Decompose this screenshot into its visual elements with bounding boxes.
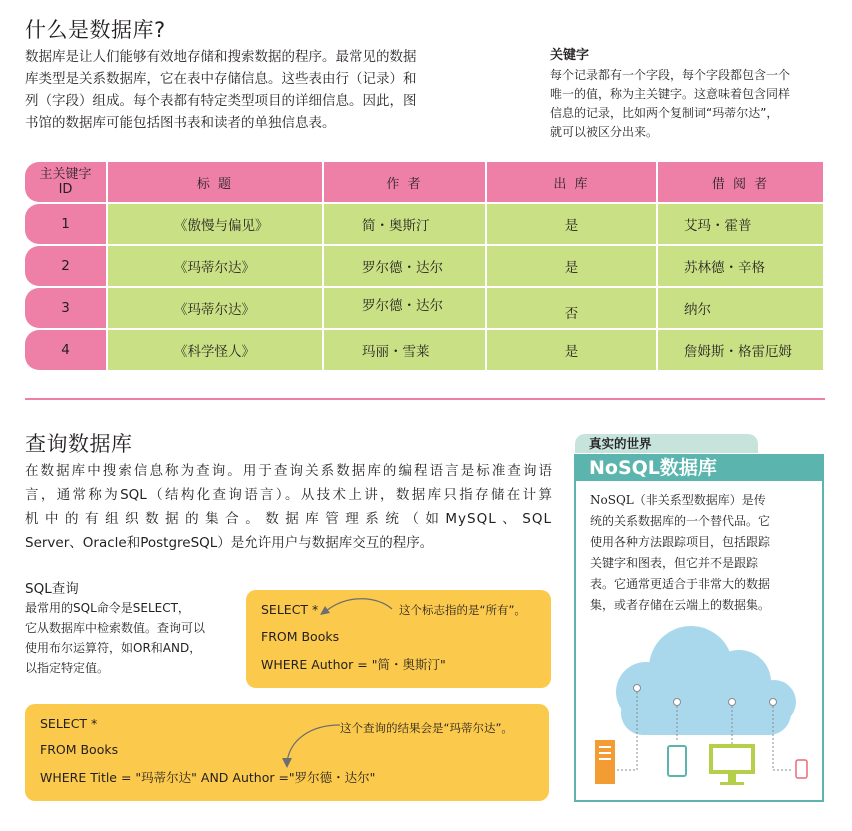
key-line: 就可以被区分出来。	[550, 125, 659, 139]
sql-line: 使用布尔运算符，如OR和AND，	[25, 641, 202, 655]
annotation-note: 这个查询的结果会是“玛蒂尔达”。	[340, 721, 513, 735]
cell-status: 否	[485, 288, 656, 328]
nosql-line: 集，或者存储在云端上的数据集。	[590, 598, 771, 612]
query-line: 机中的有组织数据的集合。数据库管理系统（如MySQL、SQL	[25, 511, 552, 527]
code-line: FROM Books	[40, 742, 119, 757]
cell-title: 《玛蒂尔达》	[106, 246, 322, 286]
nosql-line: NoSQL（非关系型数据库）是传	[590, 493, 766, 507]
key-line: 信息的记录，比如两个复制词“玛蒂尔达”，	[550, 106, 779, 120]
cell-borrower: 纳尔	[656, 288, 823, 328]
query-line: 在数据库中搜索信息称为查询。用于查询关系数据库的编程语言是标准查询语	[25, 463, 552, 479]
cell-title: 《玛蒂尔达》	[106, 288, 322, 328]
key-description	[550, 66, 830, 142]
code-line: SELECT *	[40, 716, 98, 731]
section-divider	[25, 398, 825, 400]
nosql-title: NoSQL数据库	[576, 456, 822, 481]
cell-title: 《傲慢与偏见》	[106, 204, 322, 244]
header-author: 作 者	[322, 162, 485, 202]
table-row	[25, 246, 823, 286]
cell-status: 是	[485, 204, 656, 244]
key-line: 每个记录都有一个字段，每个字段都包含一个	[550, 68, 791, 82]
cell-id: 2	[25, 246, 106, 286]
intro-line: 书馆的数据库可能包括图书表和读者的单独信息表。	[25, 115, 336, 131]
code-line: WHERE Author = "简・奥斯汀"	[261, 657, 446, 672]
cell-author: 罗尔德・达尔	[322, 246, 485, 286]
query-line: Server、Oracle和PostgreSQL）是允许用户与数据库交互的程序。	[25, 535, 434, 551]
tablet-icon	[668, 746, 686, 776]
intro-paragraph	[25, 46, 470, 134]
intro-line: 列（字段）组成。每个表都有特定类型项目的详细信息。因此，图	[25, 93, 417, 109]
table-row	[25, 288, 823, 328]
code-line: SELECT *	[261, 602, 319, 617]
cell-borrower: 苏林德・辛格	[656, 246, 823, 286]
cell-author: 玛丽・雪莱	[322, 330, 485, 370]
cloud-icon	[616, 626, 796, 735]
key-line: 唯一的值，称为主关键字。这意味着包含同样	[550, 87, 791, 101]
key-heading: 关键字	[550, 48, 590, 63]
nosql-description	[590, 490, 810, 616]
nosql-panel	[574, 454, 824, 802]
nosql-line: 使用各种方法跟踪项目，包括跟踪	[590, 535, 771, 549]
sql-example-box-1	[246, 590, 551, 688]
sql-heading: SQL查询	[25, 581, 79, 597]
cloud-illustration	[576, 620, 822, 800]
nosql-line: 表。它通常更适合于非常大的数据	[590, 577, 771, 591]
code-line: FROM Books	[261, 629, 340, 644]
intro-line: 库类型是关系数据库，它在表中存储信息。这些表由行（记录）和	[25, 71, 417, 87]
sql-example-box-2	[25, 704, 549, 801]
cell-id: 3	[25, 288, 106, 328]
header-borrower: 借 阅 者	[656, 162, 823, 202]
sql-line: 它从数据库中检索数值。查询可以	[25, 621, 206, 635]
cell-status: 是	[485, 330, 656, 370]
page-title: 什么是数据库?	[25, 18, 166, 42]
header-id: 主关键字 ID	[25, 162, 106, 202]
table-row	[25, 330, 823, 370]
cell-author: 罗尔德・达尔	[322, 288, 485, 328]
code-line: WHERE Title = "玛蒂尔达" AND Author ="罗尔德・达尔"	[40, 770, 376, 785]
sql-line: 以指定特定值。	[25, 661, 110, 675]
nosql-line: 关键字和图表，但它并不是跟踪	[590, 556, 759, 570]
server-icon	[595, 740, 615, 784]
curved-arrow-icon	[275, 720, 345, 770]
cell-borrower: 艾玛・霍普	[656, 204, 823, 244]
annotation-note: 这个标志指的是“所有”。	[399, 603, 526, 617]
monitor-icon	[709, 744, 755, 785]
sql-description	[25, 598, 240, 678]
cell-status: 是	[485, 246, 656, 286]
sql-line: 最常用的SQL命令是SELECT，	[25, 601, 190, 615]
header-title: 标 题	[106, 162, 322, 202]
query-line: 言，通常称为SQL（结构化查询语言）。从技术上讲，数据库只指存储在计算	[25, 487, 552, 503]
nosql-line: 统的关系数据库的一个替代品。它	[590, 514, 771, 528]
table-header-row	[25, 162, 823, 202]
section-title: 查询数据库	[25, 432, 133, 456]
query-paragraph	[25, 459, 552, 555]
curved-arrow-icon	[316, 593, 396, 623]
cell-title: 《科学怪人》	[106, 330, 322, 370]
real-world-tab: 真实的世界	[575, 434, 758, 453]
cell-author: 简・奥斯汀	[322, 204, 485, 244]
intro-line: 数据库是让人们能够有效地存储和搜索数据的程序。最常见的数据	[25, 49, 417, 65]
cell-id: 1	[25, 204, 106, 244]
cell-borrower: 詹姆斯・格雷厄姆	[656, 330, 823, 370]
cell-id: 4	[25, 330, 106, 370]
header-status: 出 库	[485, 162, 656, 202]
phone-icon	[796, 760, 807, 778]
table-row	[25, 204, 823, 244]
